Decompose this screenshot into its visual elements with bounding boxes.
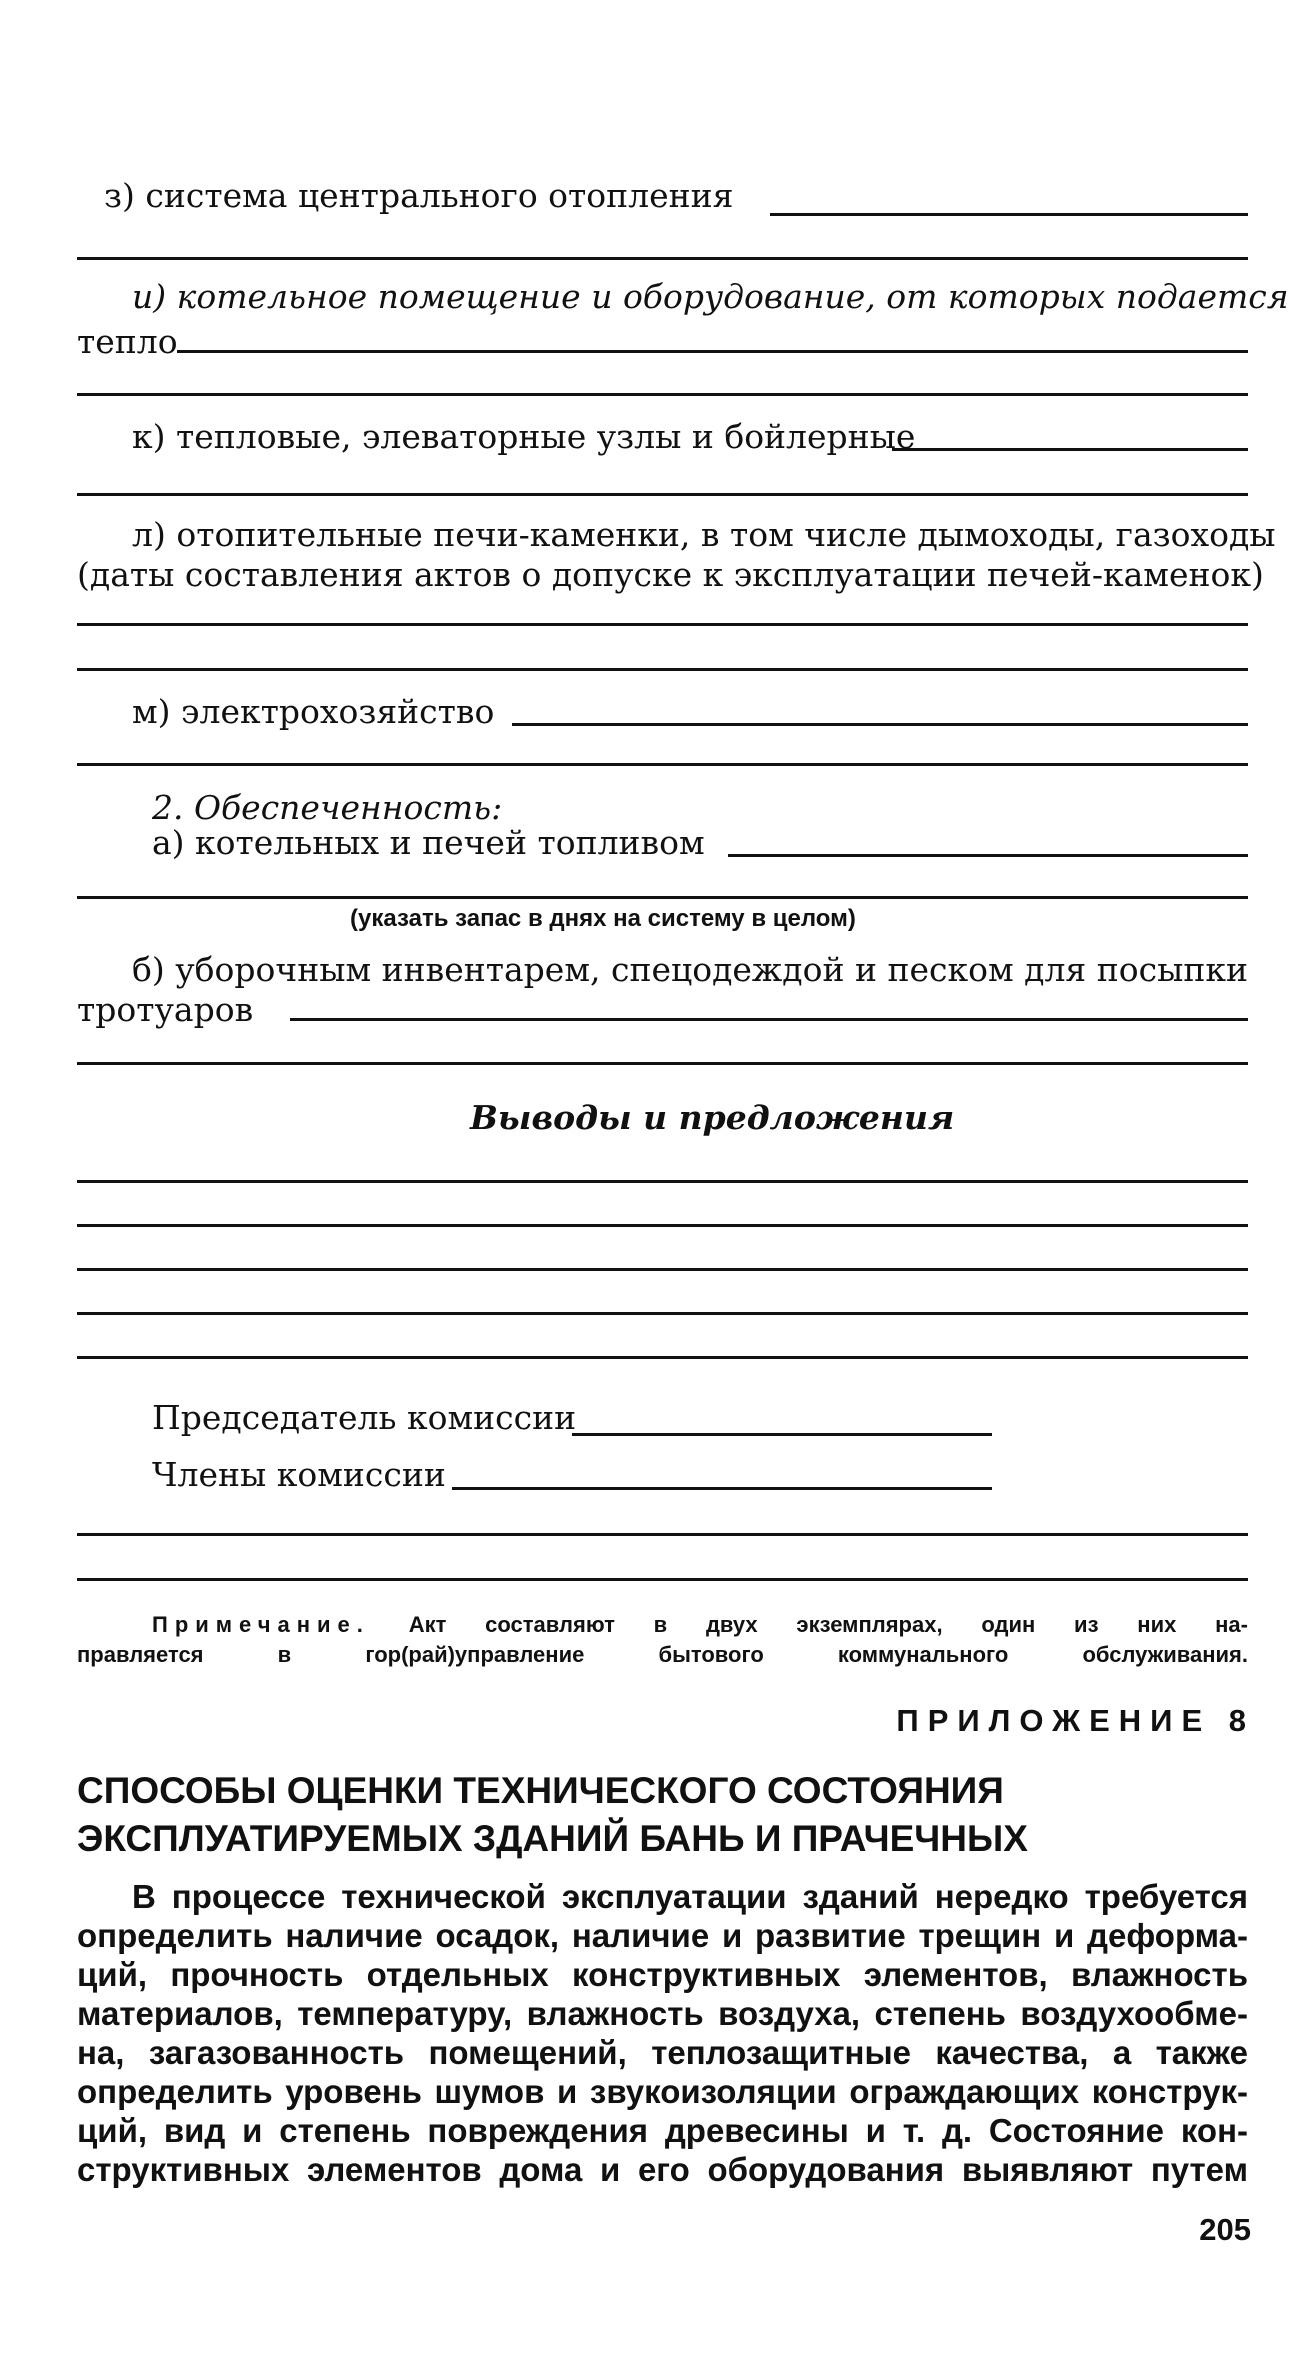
item-l-line2: (даты составления актов о допуске к эксплуатации печей-каменок) bbox=[77, 555, 1264, 594]
paragraph-line: на, загазованность помещений, теплозащитные качества, а также bbox=[77, 2034, 1248, 2071]
item-k-label: к) тепловые, элеваторные узлы и бойлерные bbox=[132, 417, 916, 456]
supply-b-fill-line[interactable] bbox=[290, 1018, 1248, 1021]
conclusions-line-5[interactable] bbox=[77, 1356, 1248, 1359]
paragraph-line: определить уровень шумов и звукоизоляции ограждающих конструк- bbox=[77, 2073, 1248, 2110]
supply-a-fill-line[interactable] bbox=[728, 854, 1248, 857]
conclusions-line-1[interactable] bbox=[77, 1180, 1248, 1183]
paragraph-line: структивных элементов дома и его оборудования выявляют путем bbox=[77, 2151, 1248, 2188]
item-m-label: м) электрохозяйство bbox=[132, 692, 495, 731]
members-signature-line-2[interactable] bbox=[77, 1533, 1248, 1536]
conclusions-title: Выводы и предложения bbox=[470, 1098, 955, 1137]
chairman-label: Председатель комиссии bbox=[152, 1398, 577, 1437]
note-line1 bbox=[152, 1612, 1248, 1638]
item-i-line1: и) котельное помещение и оборудование, от которых подается bbox=[132, 277, 1289, 316]
members-signature-line-1[interactable] bbox=[452, 1487, 992, 1490]
appendix-label: ПРИЛОЖЕНИЕ 8 bbox=[896, 1703, 1255, 1738]
item-k-continuation-line[interactable] bbox=[77, 493, 1248, 496]
item-l-fill-line-1[interactable] bbox=[77, 623, 1248, 626]
members-signature-line-3[interactable] bbox=[77, 1578, 1248, 1581]
item-i-line2: тепло bbox=[77, 322, 178, 361]
supply-a-caption: (указать запас в днях на систему в целом) bbox=[350, 905, 856, 932]
supply-a-continuation-line[interactable] bbox=[77, 896, 1248, 899]
supply-heading: 2. Обеспеченность: bbox=[152, 788, 503, 827]
appendix-title-line2: ЭКСПЛУАТИРУЕМЫХ ЗДАНИЙ БАНЬ И ПРАЧЕЧНЫХ bbox=[77, 1818, 1028, 1859]
appendix-title-line1: СПОСОБЫ ОЦЕНКИ ТЕХНИЧЕСКОГО СОСТОЯНИЯ bbox=[77, 1770, 1004, 1811]
supply-b-continuation-line[interactable] bbox=[77, 1062, 1248, 1065]
item-m-continuation-line[interactable] bbox=[77, 763, 1248, 766]
paragraph-line: ций, прочность отдельных конструктивных элементов, влажность bbox=[77, 1956, 1248, 1993]
supply-b-line2: тротуаров bbox=[77, 990, 254, 1029]
paragraph-line: В процессе технической эксплуатации зданий нередко требуется bbox=[132, 1878, 1248, 1915]
paragraph-line: ций, вид и степень повреждения древесины и т. д. Состояние кон- bbox=[77, 2112, 1248, 2149]
paragraph-line: определить наличие осадок, наличие и развитие трещин и деформа- bbox=[77, 1917, 1248, 1954]
paragraph-line: материалов, температуру, влажность воздуха, степень воздухообме- bbox=[77, 1995, 1248, 2032]
item-z-label: з) система центрального отопления bbox=[104, 176, 734, 215]
conclusions-line-3[interactable] bbox=[77, 1268, 1248, 1271]
supply-a-label: а) котельных и печей топливом bbox=[152, 823, 705, 862]
conclusions-line-4[interactable] bbox=[77, 1312, 1248, 1315]
note-line2: правляется в гор(рай)управление бытового коммунального обслуживания. bbox=[77, 1642, 1248, 1667]
item-m-fill-line[interactable] bbox=[512, 723, 1248, 726]
item-i-continuation-line[interactable] bbox=[77, 393, 1248, 396]
supply-b-line1: б) уборочным инвентарем, спецодеждой и песком для посыпки bbox=[132, 950, 1248, 989]
members-label: Члены комиссии bbox=[152, 1455, 446, 1494]
item-l-line1: л) отопительные печи-каменки, в том числе дымоходы, газоходы bbox=[132, 515, 1276, 554]
item-z-fill-line[interactable] bbox=[770, 213, 1248, 216]
page-number: 205 bbox=[1199, 2212, 1251, 2247]
chairman-signature-line[interactable] bbox=[572, 1433, 992, 1436]
note-label: Примечание. bbox=[152, 1612, 370, 1637]
item-i-fill-line[interactable] bbox=[177, 350, 1248, 353]
item-l-fill-line-2[interactable] bbox=[77, 668, 1248, 671]
item-z-continuation-line[interactable] bbox=[77, 257, 1248, 260]
conclusions-line-2[interactable] bbox=[77, 1224, 1248, 1227]
item-k-fill-line[interactable] bbox=[892, 448, 1248, 451]
note-line1-rest: Акт составляют в двух экземплярах, один из них на- bbox=[408, 1612, 1248, 1637]
